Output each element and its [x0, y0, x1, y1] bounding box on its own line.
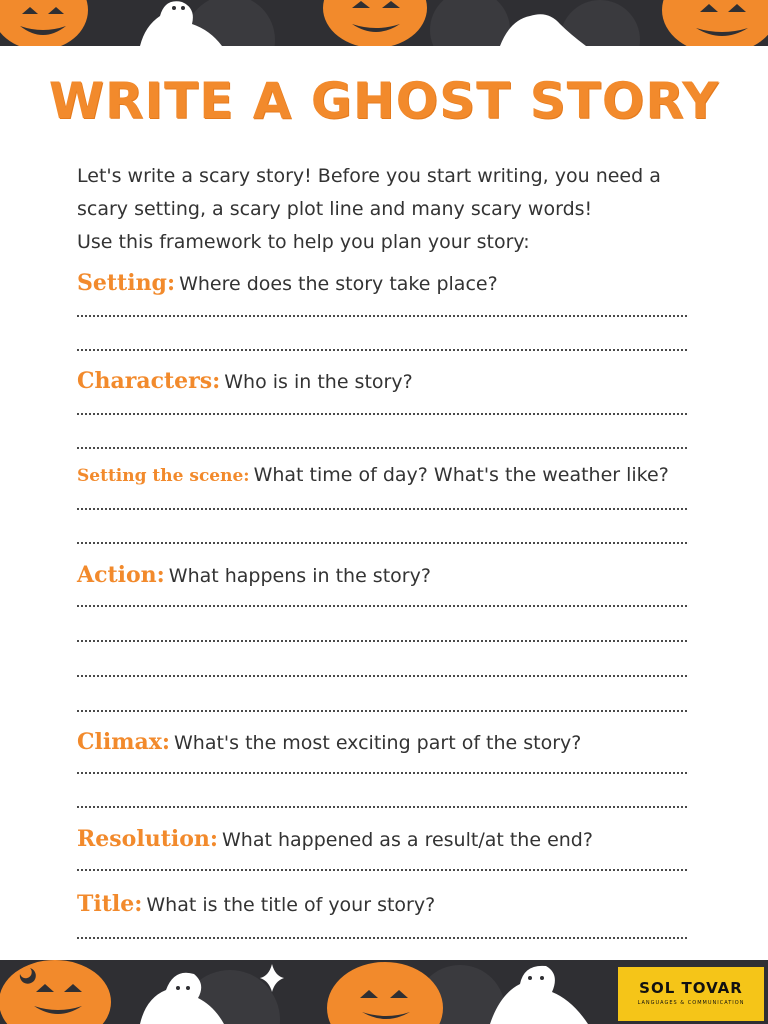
pumpkin-icon: [327, 962, 443, 1024]
pumpkin-icon: [0, 960, 111, 1024]
top-decoration-band: [0, 0, 768, 46]
action-question: What happens in the story?: [168, 565, 431, 587]
intro-line: Let's write a scary story! Before you start writing, you need a: [77, 165, 661, 187]
story-title-section: [77, 891, 692, 939]
scene-question: What time of day? What's the weather like?: [253, 464, 669, 486]
writing-line[interactable]: [77, 710, 687, 712]
ghost-icon: [490, 966, 588, 1024]
action-label: Action:: [77, 562, 165, 588]
characters-question: Who is in the story?: [224, 371, 413, 393]
writing-line[interactable]: [77, 806, 687, 808]
writing-line[interactable]: [77, 315, 687, 317]
writing-line[interactable]: [77, 349, 687, 351]
resolution-label: Resolution:: [77, 826, 219, 852]
pumpkin-icon: [662, 0, 768, 46]
writing-line[interactable]: [77, 869, 687, 871]
writing-line[interactable]: [77, 542, 687, 544]
story-title-label: Title:: [77, 891, 143, 917]
writing-line[interactable]: [77, 640, 687, 642]
brand-logo: [618, 967, 764, 1021]
setting-question: Where does the story take place?: [179, 273, 498, 295]
brand-tagline: LANGUAGES & COMMUNICATION: [637, 1000, 745, 1006]
brand-name: SOL TOVAR: [639, 979, 743, 997]
writing-line[interactable]: [77, 937, 687, 939]
setting-section: [77, 270, 692, 351]
resolution-question: What happened as a result/at the end?: [222, 829, 593, 851]
pumpkin-icon: [0, 0, 88, 46]
intro-text: [77, 160, 717, 259]
story-title-question: What is the title of your story?: [146, 894, 436, 916]
writing-line[interactable]: [77, 772, 687, 774]
pumpkin-icon: [323, 0, 427, 46]
writing-line[interactable]: [77, 447, 687, 449]
characters-section: [77, 368, 692, 449]
scene-label: Setting the scene:: [77, 466, 250, 486]
action-section: [77, 562, 692, 712]
scene-section: [77, 464, 692, 544]
writing-line[interactable]: [77, 508, 687, 510]
intro-line: scary setting, a scary plot line and many scary words!: [77, 198, 593, 220]
climax-question: What's the most exciting part of the story?: [174, 732, 582, 754]
characters-label: Characters:: [77, 368, 221, 394]
resolution-section: [77, 826, 692, 871]
setting-label: Setting:: [77, 270, 176, 296]
intro-line: Use this framework to help you plan your story:: [77, 231, 530, 253]
climax-section: [77, 729, 692, 808]
writing-line[interactable]: [77, 413, 687, 415]
writing-line[interactable]: [77, 675, 687, 677]
page-title: WRITE A GHOST STORY: [48, 72, 720, 130]
writing-line[interactable]: [77, 605, 687, 607]
climax-label: Climax:: [77, 729, 170, 755]
